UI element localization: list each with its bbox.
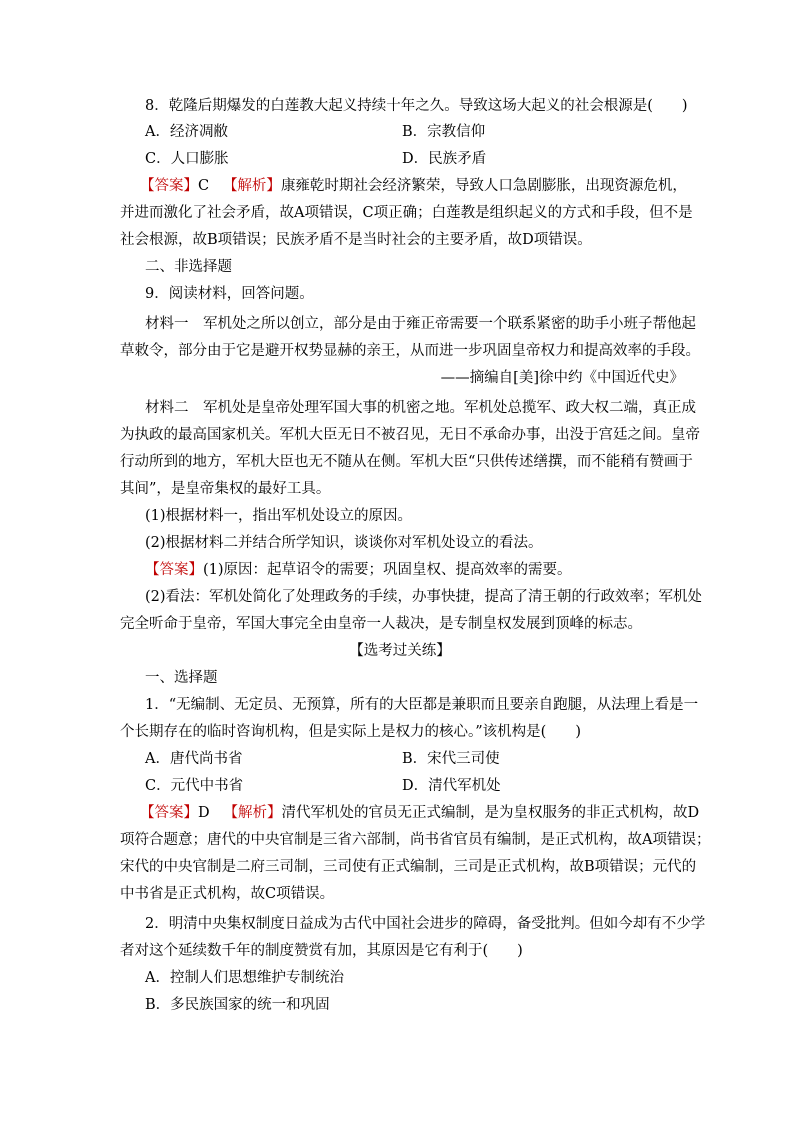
q9-material1-source: ——摘编自[美]徐中约《中国近代史》 [440, 370, 684, 386]
q1-analysis-line-2: 项符合题意；唐代的中央官制是三省六部制，尚书省官员有编制，是正式机构，故A项错误； [120, 832, 711, 848]
answer-value: D [198, 805, 210, 821]
q1-stem-line-1: 1．“无编制、无定员、无预算，所有的大臣都是兼职而且要亲自跑腿，从法理上看是一 [145, 697, 699, 713]
answer-value: C [198, 178, 210, 194]
section-title-choice: 一、选择题 [145, 670, 218, 686]
q9-answer-line-3: 完全听命于皇帝，军国大事完全由皇帝一人裁决，是专制皇权发展到顶峰的标志。 [120, 616, 642, 632]
q9-material2-line-1: 材料二 军机处是皇帝处理军国大事的机密之地。军机处总揽军、政大权二端，真正成 [145, 400, 696, 416]
q8-analysis-line-2: 并进而激化了社会矛盾，故A项错误，C项正确；白莲教是组织起义的方式和手段，但不是 [120, 205, 693, 221]
q2-stem-line-2: 者对这个延续数千年的制度赞赏有加，其原因是它有利于( ) [120, 943, 523, 959]
q1-option-b: B．宋代三司使 [402, 751, 500, 767]
analysis-text: 清代军机处的官员无正式编制，是为皇权服务的非正式机构，故D [281, 805, 700, 821]
answer-tag: 【答案】 [140, 178, 198, 194]
q8-option-c: C．人口膨胀 [145, 151, 229, 167]
q1-option-a: A．唐代尚书省 [145, 751, 243, 767]
q9-material2-line-2: 为执政的最高国家机关。军机大臣无日不被召见，无日不承命办事，出没于宫廷之间。皇帝 [120, 427, 700, 443]
q1-answer-line [140, 803, 699, 823]
answer-text: (1)原因：起草诏令的需要；巩固皇权、提高效率的需要。 [203, 562, 572, 578]
q1-stem-line-2: 个长期存在的临时咨询机构，但是实际上是权力的核心。”该机构是( ) [120, 724, 581, 740]
q9-material1-line-1: 材料一 军机处之所以创立，部分是由于雍正帝需要一个联系紧密的助手小班子帮他起 [145, 316, 696, 332]
analysis-tag: 【解析】 [222, 178, 281, 194]
q8-stem: 8．乾隆后期爆发的白莲教大起义持续十年之久。导致这场大起义的社会根源是( ) [145, 98, 688, 114]
q8-option-b: B．宗教信仰 [402, 124, 486, 140]
q9-answer-line-2: (2)看法：军机处简化了处理政务的手续，办事快捷，提高了清王朝的行政效率；军机处 [145, 589, 703, 605]
q8-analysis-line-3: 社会根源，故B项错误；民族矛盾不是当时社会的主要矛盾，故D项错误。 [120, 232, 592, 248]
q2-stem-line-1: 2．明清中央集权制度日益成为古代中国社会进步的障碍，备受批判。但如今却有不少学 [145, 916, 706, 932]
q9-subquestion-2: (2)根据材料二并结合所学知识，谈谈你对军机处设立的看法。 [145, 535, 543, 551]
answer-tag: 【答案】 [145, 562, 203, 578]
q2-option-b: B．多民族国家的统一和巩固 [145, 997, 330, 1013]
q2-option-a: A．控制人们思想维护专制统治 [145, 970, 344, 986]
q9-answer-line-1 [145, 560, 572, 580]
q8-answer-line [140, 176, 687, 196]
q1-analysis-line-4: 中书省是正式机构，故C项错误。 [120, 886, 335, 902]
q9-stem: 9．阅读材料，回答问题。 [145, 286, 314, 302]
q1-option-c: C．元代中书省 [145, 778, 244, 794]
q8-option-d: D．民族矛盾 [402, 151, 487, 167]
q9-subquestion-1: (1)根据材料一，指出军机处设立的原因。 [145, 508, 413, 524]
answer-tag: 【答案】 [140, 805, 198, 821]
analysis-tag: 【解析】 [223, 805, 282, 821]
section-title-non-choice: 二、非选择题 [145, 259, 232, 275]
section-title-exam-practice: 【选考过关练】 [349, 643, 451, 659]
analysis-text: 康雍乾时期社会经济繁荣，导致人口急剧膨胀，出现资源危机， [280, 178, 687, 194]
q1-option-d: D．清代军机处 [402, 778, 501, 794]
q8-option-a: A．经济凋敝 [145, 124, 228, 140]
q9-material2-line-4: 其间”，是皇帝集权的最好工具。 [120, 481, 331, 497]
q9-material1-line-2: 草敕令，部分由于它是避开权势显赫的亲王，从而进一步巩固皇帝权力和提高效率的手段。 [120, 343, 700, 359]
q9-material2-line-3: 行动所到的地方，军机大臣也无不随从在侧。军机大臣“只供传述缮撰，而不能稍有赞画于 [120, 454, 693, 470]
q1-analysis-line-3: 宋代的中央官制是二府三司制，三司使有正式编制，三司是正式机构，故B项错误；元代的 [120, 859, 697, 875]
